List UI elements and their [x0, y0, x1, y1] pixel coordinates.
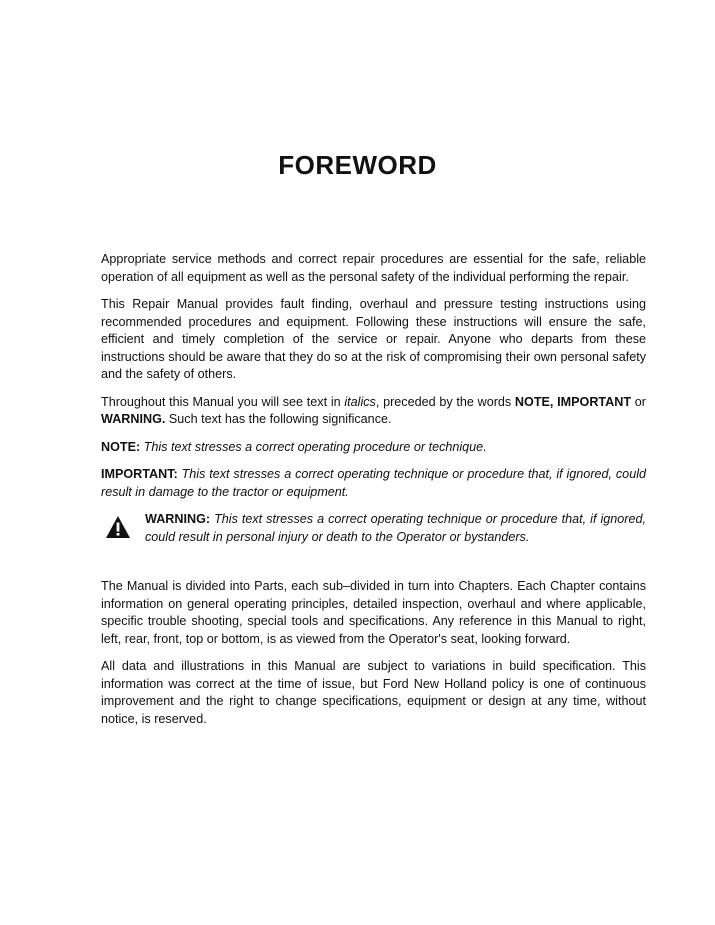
- warning-label: WARNING:: [145, 512, 211, 526]
- paragraph-intro: Appropriate service methods and correct repair procedures are essential for the safe, reliable operation of all equipment as well as the personal safety of the individual performing the repair.: [101, 252, 646, 284]
- foreword-body: [101, 251, 646, 738]
- conventions-keywords: NOTE, IMPORTANT: [514, 394, 632, 409]
- warning-triangle-icon: [105, 515, 131, 539]
- conventions-italics-word: italics: [344, 394, 376, 409]
- important-paragraph: [101, 466, 646, 501]
- conventions-text-start: Throughout this Manual you will see text in: [101, 394, 345, 409]
- conventions-text-end: Such text has the following significance.: [165, 412, 392, 426]
- conventions-warning-keyword: WARNING.: [101, 412, 166, 426]
- warning-paragraph: [101, 511, 646, 546]
- important-label: IMPORTANT:: [101, 467, 178, 481]
- note-paragraph: [101, 439, 646, 457]
- paragraph-disclaimer: All data and illustrations in this Manual are subject to variations in build specification. This information was correct at the time of issue, but Ford New Holland policy is one of continuous improvement and the right to change specifications, equipment or design at any time, without notice, is reserved.: [101, 659, 646, 726]
- conventions-text-middle: , preceded by the words: [375, 394, 515, 409]
- warning-text: This text stresses a correct operating technique or procedure that, if ignored, could result in personal injury or death to the Operator or bystanders.: [145, 512, 646, 544]
- paragraph-purpose: This Repair Manual provides fault finding, overhaul and pressure testing instructions using recommended procedures and equipment. Following these instructions will ensure the safe, efficient and timely completion of the service or repair. Anyone who departs from these instructions should be aware that they do so at the risk of compromising their own personal safety and the safety of others.: [101, 297, 646, 381]
- note-label: NOTE:: [101, 439, 141, 454]
- important-text: This text stresses a correct operating technique or procedure that, if ignored, could result in damage to the tractor or equipment.: [101, 467, 646, 499]
- page-title: FOREWORD: [278, 150, 437, 180]
- conventions-or: or: [631, 394, 646, 409]
- note-text: This text stresses a correct operating procedure or technique.: [140, 439, 487, 454]
- paragraph-conventions: [101, 394, 646, 429]
- paragraph-structure: The Manual is divided into Parts, each sub–divided in turn into Chapters. Each Chapter contains information on general operating principles, detailed inspection, overhaul and where applicable, specific trouble shooting, special tools and specifications. Any reference in this Manual to right, left, rear, front, top or bottom, is as viewed from the Operator's seat, looking forward.: [101, 579, 646, 646]
